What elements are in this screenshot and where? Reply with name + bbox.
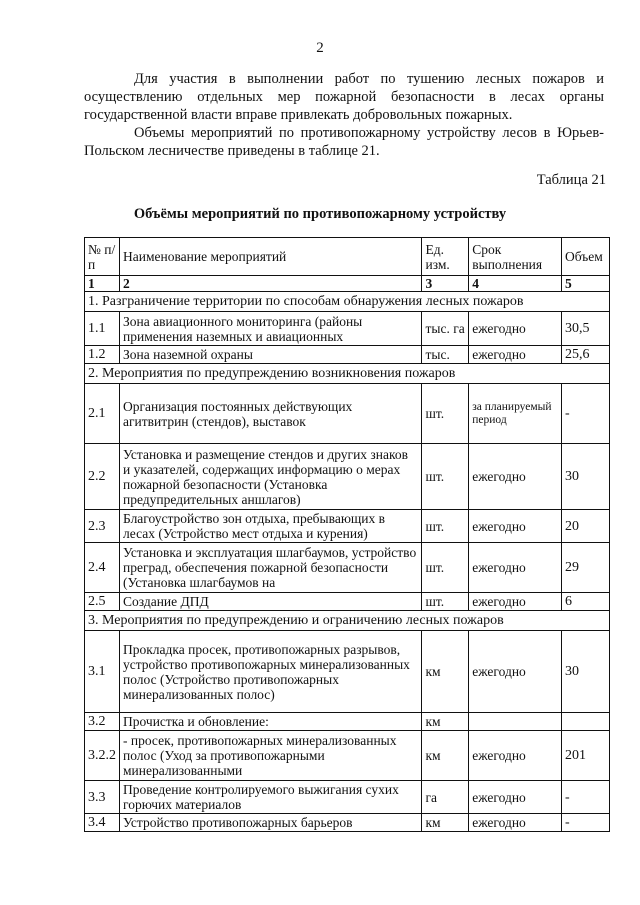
header-volume: Объем (562, 238, 610, 276)
row-name: Зона наземной охраны (120, 346, 422, 364)
row-num: 2.5 (85, 593, 120, 611)
row-volume: 201 (562, 731, 610, 781)
table-caption: Таблица 21 (536, 172, 606, 188)
row-volume: 30 (562, 631, 610, 713)
row-unit: тыс. га (422, 312, 469, 346)
table-title: Объёмы мероприятий по противопожарному устройству (133, 206, 507, 222)
table-row (85, 510, 610, 543)
row-num: 2.4 (85, 543, 120, 593)
row-volume: - (562, 814, 610, 832)
table-row (85, 781, 610, 814)
table-row (85, 312, 610, 346)
row-unit: шт. (422, 510, 469, 543)
section-title: 3. Мероприятия по предупреждению и ограничению лесных пожаров (85, 611, 610, 631)
row-unit: шт. (422, 444, 469, 510)
row-term: ежегодно (469, 312, 562, 346)
row-unit: шт. (422, 384, 469, 444)
section-title: 2. Мероприятия по предупреждению возникновения пожаров (85, 364, 610, 384)
row-volume: 30 (562, 444, 610, 510)
row-unit: тыс. (422, 346, 469, 364)
row-term (469, 713, 562, 731)
row-unit: км (422, 631, 469, 713)
row-unit: га (422, 781, 469, 814)
row-term: ежегодно (469, 593, 562, 611)
table-row (85, 631, 610, 713)
column-number: 3 (422, 276, 469, 292)
row-unit: км (422, 814, 469, 832)
row-num: 3.3 (85, 781, 120, 814)
row-volume: 20 (562, 510, 610, 543)
page-number: 2 (316, 40, 324, 56)
row-num: 2.3 (85, 510, 120, 543)
paragraph-table-reference: Объемы мероприятий по противопожарному устройству лесов в Юрьев-Польском лесничестве приведены в таблице 21. (84, 125, 604, 159)
section-row (85, 292, 610, 312)
row-volume: 29 (562, 543, 610, 593)
table-row (85, 814, 610, 832)
paragraph-volunteers: Для участия в выполнении работ по тушению лесных пожаров и осуществлению отдельных мер пожарной безопасности в лесах органы государственной власти вправе привлекать добровольных пожарных. (84, 71, 604, 123)
row-unit: шт. (422, 543, 469, 593)
row-name: Прокладка просек, противопожарных разрывов, устройство противопожарных минерализованных полос (Устройство противопожарных минерализованных полос) (120, 631, 422, 713)
row-term: ежегодно (469, 781, 562, 814)
row-name: Установка и размещение стендов и других знаков и указателей, содержащих информацию о мерах пожарной безопасности (Установка предупредительных аншлагов) (120, 444, 422, 510)
row-term: ежегодно (469, 510, 562, 543)
row-term: ежегодно (469, 731, 562, 781)
row-name: - просек, противопожарных минерализованных полос (Уход за противопожарными минерализованными (120, 731, 422, 781)
header-name: Наименование мероприятий (120, 238, 422, 276)
row-num: 3.2 (85, 713, 120, 731)
row-volume: 30,5 (562, 312, 610, 346)
table-row (85, 731, 610, 781)
row-num: 1.1 (85, 312, 120, 346)
table-row (85, 384, 610, 444)
row-num: 2.1 (85, 384, 120, 444)
row-term: ежегодно (469, 814, 562, 832)
table-row (85, 543, 610, 593)
table-row (85, 444, 610, 510)
row-volume: - (562, 781, 610, 814)
column-number: 5 (562, 276, 610, 292)
row-name: Зона авиационного мониторинга (районы применения наземных и авиационных (120, 312, 422, 346)
row-name: Проведение контролируемого выжигания сухих горючих материалов (120, 781, 422, 814)
section-row (85, 364, 610, 384)
row-num: 3.1 (85, 631, 120, 713)
row-volume: 6 (562, 593, 610, 611)
row-name: Установка и эксплуатация шлагбаумов, устройство преград, обеспечения пожарной безопасности (Установка шлагбаумов на (120, 543, 422, 593)
column-number: 4 (469, 276, 562, 292)
row-num: 1.2 (85, 346, 120, 364)
fire-prevention-table (84, 237, 610, 832)
row-num: 3.4 (85, 814, 120, 832)
table-row (85, 713, 610, 731)
header-term: Срок выполнения (469, 238, 562, 276)
row-name: Создание ДПД (120, 593, 422, 611)
table-header-row (85, 238, 610, 276)
row-name: Благоустройство зон отдыха, пребывающих в лесах (Устройство мест отдыха и курения) (120, 510, 422, 543)
row-num: 2.2 (85, 444, 120, 510)
header-num: № п/п (85, 238, 120, 276)
row-unit: км (422, 731, 469, 781)
row-volume (562, 713, 610, 731)
row-volume: 25,6 (562, 346, 610, 364)
row-num: 3.2.2 (85, 731, 120, 781)
row-name: Устройство противопожарных барьеров (120, 814, 422, 832)
row-term: за планируемый период (469, 384, 562, 444)
column-number: 2 (120, 276, 422, 292)
row-term: ежегодно (469, 631, 562, 713)
column-number: 1 (85, 276, 120, 292)
header-unit: Ед. изм. (422, 238, 469, 276)
row-unit: км (422, 713, 469, 731)
row-term: ежегодно (469, 444, 562, 510)
section-row (85, 611, 610, 631)
column-numbers-row (85, 276, 610, 292)
row-term: ежегодно (469, 543, 562, 593)
row-unit: шт. (422, 593, 469, 611)
row-volume: - (562, 384, 610, 444)
row-name: Организация постоянных действующих агитвитрин (стендов), выставок (120, 384, 422, 444)
table-row (85, 346, 610, 364)
table-row (85, 593, 610, 611)
row-name: Прочистка и обновление: (120, 713, 422, 731)
row-term: ежегодно (469, 346, 562, 364)
section-title: 1. Разграничение территории по способам обнаружения лесных пожаров (85, 292, 610, 312)
